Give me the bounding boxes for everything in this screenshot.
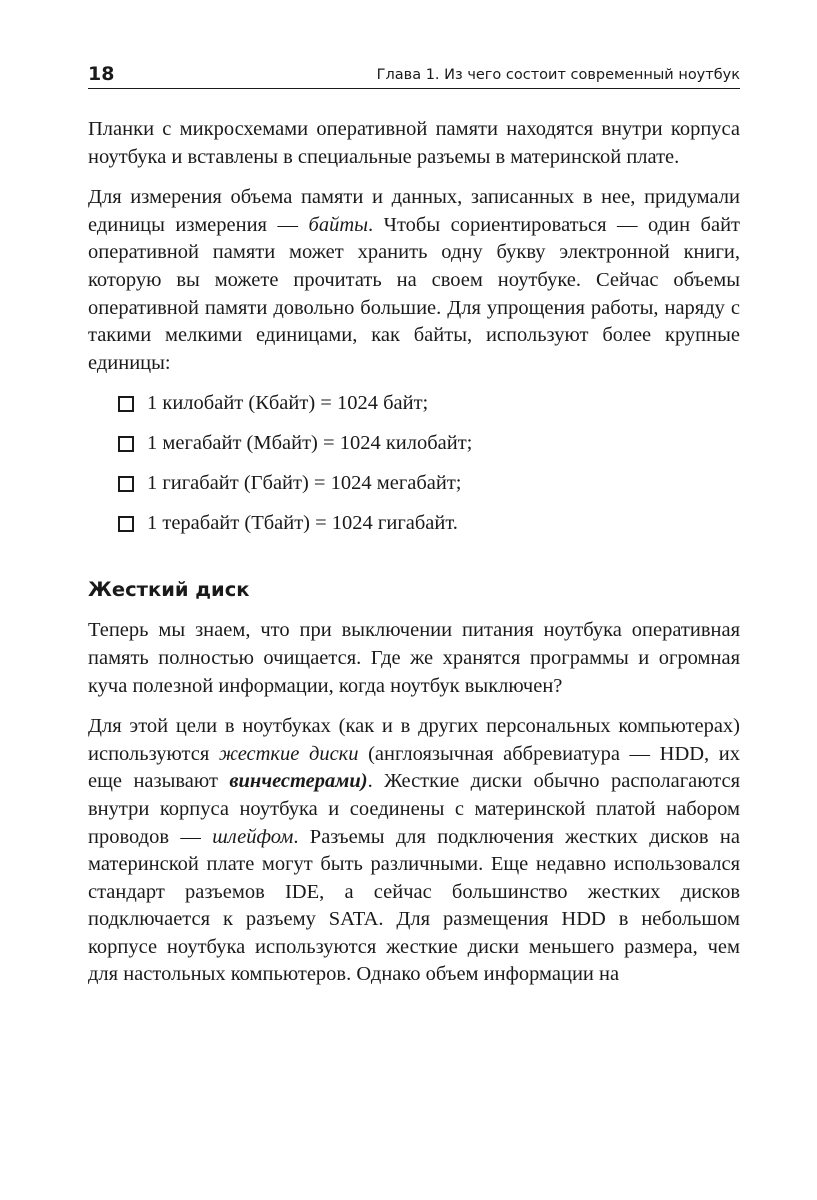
list-item-text: 1 килобайт (Кбайт) = 1024 байт;	[147, 392, 429, 415]
paragraph-ram-cleared: Теперь мы знаем, что при выключении питания ноутбука оперативная память полностью очищается. Где же хранятся программы и огромная куча полезной информации, когда ноутбук выключен?	[88, 619, 740, 697]
running-title: Глава 1. Из чего состоит современный ноутбук	[376, 67, 740, 83]
section-heading: Жесткий диск	[88, 578, 250, 602]
list-item-text: 1 гигабайт (Гбайт) = 1024 мегабайт;	[147, 472, 462, 495]
list-item	[118, 430, 740, 457]
text-span: . Чтобы сориентироваться — один байт оперативной памяти может хранить одну букву электронной книги, которую вы можете прочитать на своем ноутбуке. Сейчас объемы оперативной памяти довольно большие. Для упрощения работы, наряду с такими мелкими единицами, как байты, используют более крупные единицы:	[88, 213, 741, 374]
checkbox-bullet-icon	[118, 436, 134, 452]
units-list	[88, 390, 740, 537]
term-hard-disks: жесткие диски	[218, 742, 359, 765]
paragraph-hard-disks	[88, 713, 740, 989]
list-item-text: 1 терабайт (Тбайт) = 1024 гигабайт.	[147, 512, 458, 535]
checkbox-bullet-icon	[118, 396, 134, 412]
term-bytes: байты	[308, 213, 369, 236]
paragraph-units-intro	[88, 184, 740, 377]
term-cable: шлейфом	[212, 825, 294, 848]
term-winchesters: винчестерами)	[229, 770, 368, 793]
list-item	[118, 390, 740, 417]
page-number: 18	[88, 63, 115, 85]
list-item-text: 1 мегабайт (Мбайт) = 1024 килобайт;	[147, 432, 473, 455]
checkbox-bullet-icon	[118, 516, 134, 532]
text-span: Для этой цели в ноутбуках (как и в других персональных компьютерах) используются	[88, 715, 740, 765]
list-item	[118, 510, 740, 537]
text-span: . Жесткие диски обычно располагаются внутри корпуса ноутбука и соединены с материнской платой набором проводов —	[88, 770, 740, 848]
running-header	[88, 62, 740, 89]
checkbox-bullet-icon	[118, 476, 134, 492]
list-item	[118, 470, 740, 497]
text-span: . Разъемы для подключения жестких дисков на материнской плате могут быть различными. Еще недавно использовался стандарт разъемов IDE, а сейчас большинство жестких дисков подключается к разъему SATA. Для размещения HDD в небольшом корпусе ноутбука используются жесткие диски меньшего размера, чем для настольных компьютеров. Однако объем информации на	[88, 825, 740, 986]
paragraph-ram-slots: Планки с микросхемами оперативной памяти находятся внутри корпуса ноутбука и вставлены в специальные разъемы в материнской плате.	[88, 118, 740, 168]
text-span: (англоязычная аббревиатура — HDD, их еще называют	[88, 742, 740, 793]
text-span: Для измерения объема памяти и данных, записанных в нее, придумали единицы измерения —	[88, 186, 740, 236]
page-body	[88, 116, 740, 1002]
